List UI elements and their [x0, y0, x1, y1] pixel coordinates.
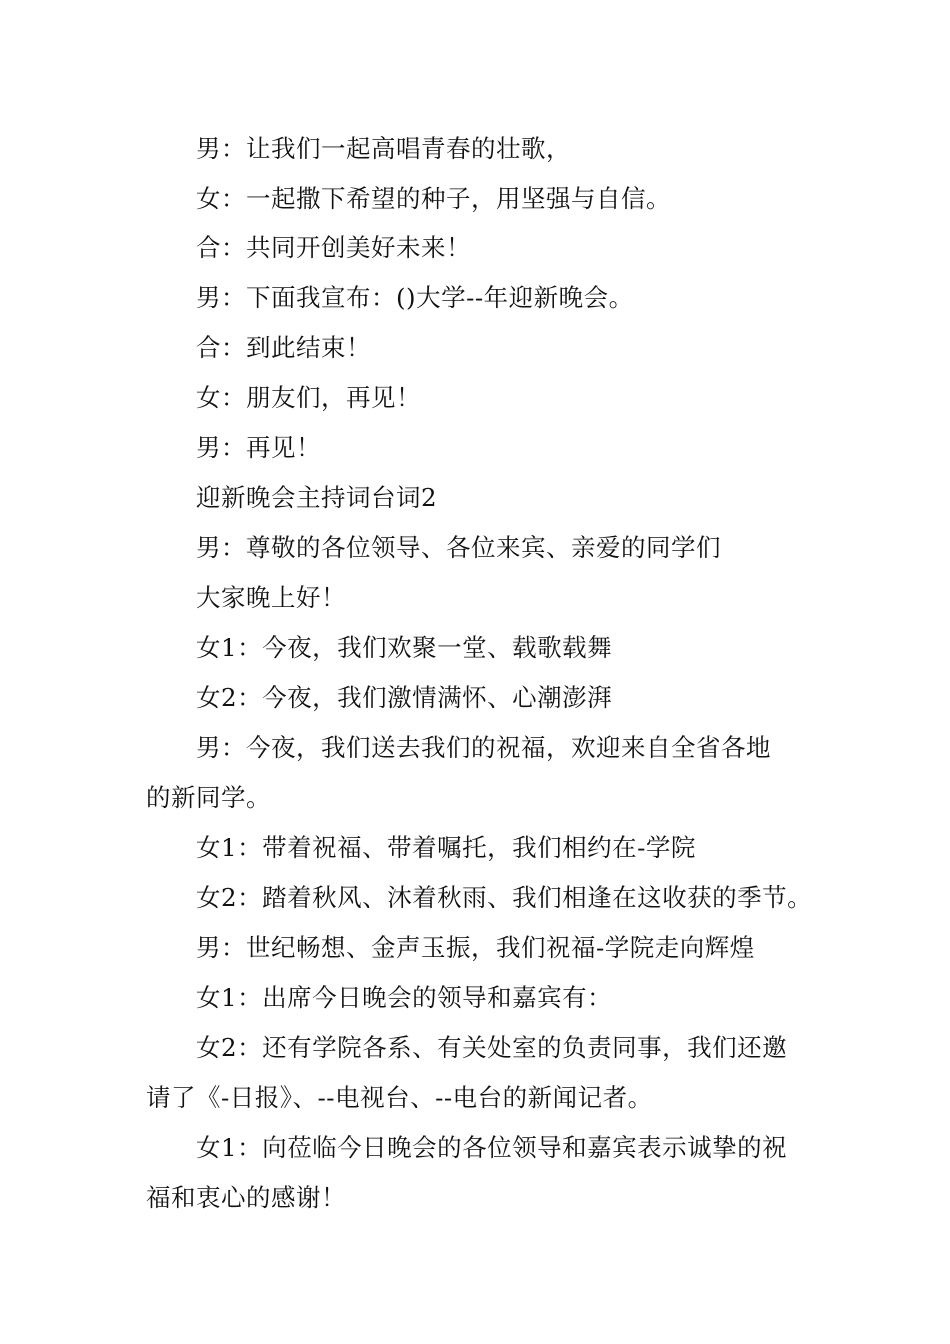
- text-line: 男：世纪畅想、金声玉振，我们祝福-学院走向辉煌: [196, 933, 755, 962]
- text-line: 女2：今夜，我们激情满怀、心潮澎湃: [196, 683, 613, 712]
- text-line: 女2：踏着秋风、沐着秋雨、我们相逢在这收获的季节。: [196, 883, 813, 912]
- text-line: 男：今夜，我们送去我们的祝福，欢迎来自全省各地: [196, 733, 771, 762]
- text-line: 男：再见！: [196, 433, 321, 462]
- text-line: 女1：带着祝福、带着嘱托，我们相约在-学院: [196, 833, 696, 862]
- section-heading: 迎新晚会主持词台词2: [196, 483, 438, 512]
- text-line: 合：共同开创美好未来！: [196, 233, 471, 262]
- text-line: 合：到此结束！: [196, 333, 371, 362]
- text-line: 福和衷心的感谢！: [146, 1183, 346, 1212]
- text-line: 女：朋友们，再见！: [196, 383, 421, 412]
- text-line: 请了《-日报》、--电视台、--电台的新闻记者。: [146, 1083, 653, 1112]
- text-line: 女1：出席今日晚会的领导和嘉宾有：: [196, 983, 613, 1012]
- text-line: 女2：还有学院各系、有关处室的负责同事，我们还邀: [196, 1033, 788, 1062]
- text-line: 女：一起撒下希望的种子，用坚强与自信。: [196, 184, 671, 213]
- text-line: 大家晚上好！: [196, 583, 346, 612]
- text-line: 的新同学。: [146, 783, 271, 812]
- text-line: 男：让我们一起高唱青春的壮歌，: [196, 134, 571, 163]
- text-line: 女1：今夜，我们欢聚一堂、载歌载舞: [196, 633, 613, 662]
- text-line: 女1：向莅临今日晚会的各位领导和嘉宾表示诚挚的祝: [196, 1133, 788, 1162]
- text-line: 男：下面我宣布：()大学--年迎新晚会。: [196, 283, 634, 312]
- text-line: 男：尊敬的各位领导、各位来宾、亲爱的同学们: [196, 533, 721, 562]
